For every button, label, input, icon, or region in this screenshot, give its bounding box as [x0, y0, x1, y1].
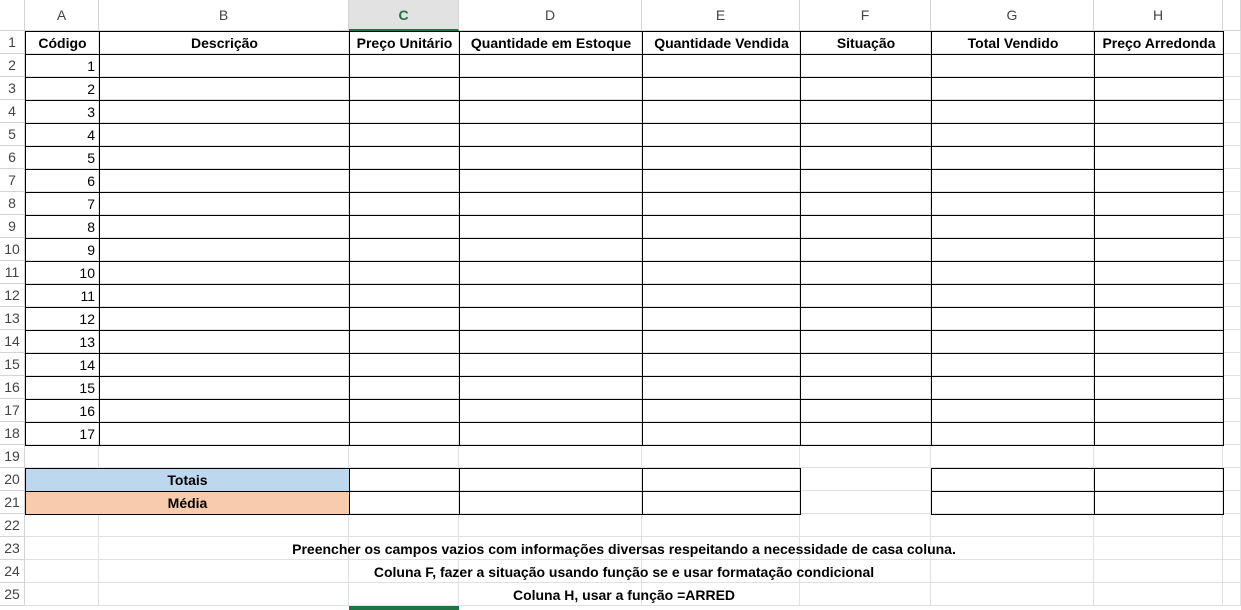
cell-i4[interactable]: [1223, 100, 1241, 123]
totais-label[interactable]: Totais: [25, 468, 350, 492]
data-cell-b14[interactable]: [99, 330, 350, 354]
data-cell-c12[interactable]: [349, 284, 460, 308]
data-cell-d13[interactable]: [459, 307, 643, 331]
data-cell-b8[interactable]: [99, 192, 350, 216]
cell-f22[interactable]: [800, 514, 931, 537]
data-cell-b7[interactable]: [99, 169, 350, 193]
data-cell-g10[interactable]: [931, 238, 1095, 262]
data-cell-e15[interactable]: [642, 353, 801, 377]
data-cell-a12[interactable]: 11: [25, 284, 100, 308]
cell-h22[interactable]: [1094, 514, 1223, 537]
data-cell-b18[interactable]: [99, 422, 350, 446]
data-cell-e7[interactable]: [642, 169, 801, 193]
data-cell-f3[interactable]: [800, 77, 932, 101]
summary-cell-e20[interactable]: [642, 468, 801, 492]
data-cell-h17[interactable]: [1094, 399, 1224, 423]
data-cell-a10[interactable]: 9: [25, 238, 100, 262]
column-header-b[interactable]: B: [99, 0, 349, 31]
data-cell-a17[interactable]: 16: [25, 399, 100, 423]
data-cell-h9[interactable]: [1094, 215, 1224, 239]
data-cell-a7[interactable]: 6: [25, 169, 100, 193]
cell-i7[interactable]: [1223, 169, 1241, 192]
cell-c19[interactable]: [349, 445, 459, 468]
data-cell-d4[interactable]: [459, 100, 643, 124]
cell-d22[interactable]: [459, 514, 642, 537]
cell-i21[interactable]: [1223, 491, 1241, 514]
data-cell-h4[interactable]: [1094, 100, 1224, 124]
data-cell-c18[interactable]: [349, 422, 460, 446]
row-header-17[interactable]: 17: [0, 399, 25, 422]
cell-b22[interactable]: [99, 514, 349, 537]
data-cell-d2[interactable]: [459, 54, 643, 78]
data-cell-f11[interactable]: [800, 261, 932, 285]
data-cell-h13[interactable]: [1094, 307, 1224, 331]
data-cell-a16[interactable]: 15: [25, 376, 100, 400]
data-cell-d5[interactable]: [459, 123, 643, 147]
data-cell-e4[interactable]: [642, 100, 801, 124]
data-cell-d11[interactable]: [459, 261, 643, 285]
row-header-21[interactable]: 21: [0, 491, 25, 514]
data-cell-b5[interactable]: [99, 123, 350, 147]
data-cell-a6[interactable]: 5: [25, 146, 100, 170]
data-cell-d6[interactable]: [459, 146, 643, 170]
data-cell-c4[interactable]: [349, 100, 460, 124]
data-cell-c13[interactable]: [349, 307, 460, 331]
row-header-16[interactable]: 16: [0, 376, 25, 399]
row-header-9[interactable]: 9: [0, 215, 25, 238]
media-label[interactable]: Média: [25, 491, 350, 515]
cell-i12[interactable]: [1223, 284, 1241, 307]
data-cell-c9[interactable]: [349, 215, 460, 239]
data-cell-b13[interactable]: [99, 307, 350, 331]
data-cell-f17[interactable]: [800, 399, 932, 423]
data-cell-e11[interactable]: [642, 261, 801, 285]
data-cell-b17[interactable]: [99, 399, 350, 423]
data-cell-e3[interactable]: [642, 77, 801, 101]
data-cell-e6[interactable]: [642, 146, 801, 170]
data-cell-c3[interactable]: [349, 77, 460, 101]
cell-i23[interactable]: [1223, 537, 1241, 560]
row-header-19[interactable]: 19: [0, 445, 25, 468]
header-preco-arredonda[interactable]: Preço Arredonda: [1094, 31, 1224, 55]
column-header-a[interactable]: A: [25, 0, 99, 31]
data-cell-a8[interactable]: 7: [25, 192, 100, 216]
column-header-f[interactable]: F: [800, 0, 931, 31]
cell-i2[interactable]: [1223, 54, 1241, 77]
row-header-18[interactable]: 18: [0, 422, 25, 445]
row-header-14[interactable]: 14: [0, 330, 25, 353]
row-header-24[interactable]: 24: [0, 560, 25, 583]
column-header-c[interactable]: C: [349, 0, 459, 31]
cell-d19[interactable]: [459, 445, 642, 468]
data-cell-f13[interactable]: [800, 307, 932, 331]
data-cell-e13[interactable]: [642, 307, 801, 331]
data-cell-g5[interactable]: [931, 123, 1095, 147]
cell-i13[interactable]: [1223, 307, 1241, 330]
cell-i6[interactable]: [1223, 146, 1241, 169]
cell-i3[interactable]: [1223, 77, 1241, 100]
data-cell-g11[interactable]: [931, 261, 1095, 285]
data-cell-g4[interactable]: [931, 100, 1095, 124]
data-cell-b10[interactable]: [99, 238, 350, 262]
data-cell-e18[interactable]: [642, 422, 801, 446]
data-cell-b6[interactable]: [99, 146, 350, 170]
cell-i17[interactable]: [1223, 399, 1241, 422]
column-header-h[interactable]: H: [1094, 0, 1223, 31]
data-cell-h14[interactable]: [1094, 330, 1224, 354]
data-cell-h6[interactable]: [1094, 146, 1224, 170]
cell-b19[interactable]: [99, 445, 349, 468]
data-cell-g13[interactable]: [931, 307, 1095, 331]
row-header-8[interactable]: 8: [0, 192, 25, 215]
cell-f20[interactable]: [800, 468, 931, 491]
data-cell-a14[interactable]: 13: [25, 330, 100, 354]
header-descricao[interactable]: Descrição: [99, 31, 350, 55]
data-cell-h2[interactable]: [1094, 54, 1224, 78]
data-cell-h16[interactable]: [1094, 376, 1224, 400]
data-cell-g12[interactable]: [931, 284, 1095, 308]
data-cell-f14[interactable]: [800, 330, 932, 354]
data-cell-e9[interactable]: [642, 215, 801, 239]
cell-i14[interactable]: [1223, 330, 1241, 353]
data-cell-d9[interactable]: [459, 215, 643, 239]
cell-h19[interactable]: [1094, 445, 1223, 468]
data-cell-f7[interactable]: [800, 169, 932, 193]
data-cell-d16[interactable]: [459, 376, 643, 400]
cell-i16[interactable]: [1223, 376, 1241, 399]
row-header-20[interactable]: 20: [0, 468, 25, 491]
cell-f21[interactable]: [800, 491, 931, 514]
header-codigo[interactable]: Código: [25, 31, 100, 55]
cell-i8[interactable]: [1223, 192, 1241, 215]
data-cell-a18[interactable]: 17: [25, 422, 100, 446]
row-header-13[interactable]: 13: [0, 307, 25, 330]
data-cell-b16[interactable]: [99, 376, 350, 400]
row-header-3[interactable]: 3: [0, 77, 25, 100]
cell-i9[interactable]: [1223, 215, 1241, 238]
data-cell-g18[interactable]: [931, 422, 1095, 446]
cell-a19[interactable]: [25, 445, 99, 468]
cell-i19[interactable]: [1223, 445, 1241, 468]
row-header-22[interactable]: 22: [0, 514, 25, 537]
data-cell-e16[interactable]: [642, 376, 801, 400]
data-cell-h7[interactable]: [1094, 169, 1224, 193]
data-cell-a5[interactable]: 4: [25, 123, 100, 147]
data-cell-c7[interactable]: [349, 169, 460, 193]
data-cell-h8[interactable]: [1094, 192, 1224, 216]
data-cell-b15[interactable]: [99, 353, 350, 377]
data-cell-d17[interactable]: [459, 399, 643, 423]
cell-i5[interactable]: [1223, 123, 1241, 146]
data-cell-c6[interactable]: [349, 146, 460, 170]
summary-cell-g21[interactable]: [931, 491, 1095, 515]
data-cell-c11[interactable]: [349, 261, 460, 285]
row-header-1[interactable]: 1: [0, 31, 25, 54]
summary-cell-h21[interactable]: [1094, 491, 1224, 515]
row-header-25[interactable]: 25: [0, 583, 25, 606]
row-header-2[interactable]: 2: [0, 54, 25, 77]
header-situacao[interactable]: Situação: [800, 31, 932, 55]
data-cell-e14[interactable]: [642, 330, 801, 354]
data-cell-f16[interactable]: [800, 376, 932, 400]
data-cell-d18[interactable]: [459, 422, 643, 446]
data-cell-d7[interactable]: [459, 169, 643, 193]
data-cell-h3[interactable]: [1094, 77, 1224, 101]
data-cell-g8[interactable]: [931, 192, 1095, 216]
data-cell-g2[interactable]: [931, 54, 1095, 78]
data-cell-h11[interactable]: [1094, 261, 1224, 285]
data-cell-h15[interactable]: [1094, 353, 1224, 377]
data-cell-a15[interactable]: 14: [25, 353, 100, 377]
cell-g19[interactable]: [931, 445, 1094, 468]
cell-a22[interactable]: [25, 514, 99, 537]
cell-i24[interactable]: [1223, 560, 1241, 583]
data-cell-f2[interactable]: [800, 54, 932, 78]
row-header-11[interactable]: 11: [0, 261, 25, 284]
instruction-line-2: Coluna F, fazer a situação usando função se e usar formatação condicional: [373, 563, 875, 580]
data-cell-d3[interactable]: [459, 77, 643, 101]
data-cell-c5[interactable]: [349, 123, 460, 147]
data-cell-c2[interactable]: [349, 54, 460, 78]
cell-i25[interactable]: [1223, 583, 1241, 606]
data-cell-h10[interactable]: [1094, 238, 1224, 262]
data-cell-d10[interactable]: [459, 238, 643, 262]
data-cell-e2[interactable]: [642, 54, 801, 78]
data-cell-g3[interactable]: [931, 77, 1095, 101]
data-cell-f9[interactable]: [800, 215, 932, 239]
data-cell-a4[interactable]: 3: [25, 100, 100, 124]
cell-i20[interactable]: [1223, 468, 1241, 491]
header-preco-unitario[interactable]: Preço Unitário: [349, 31, 460, 55]
data-cell-d14[interactable]: [459, 330, 643, 354]
active-cell-indicator: [349, 606, 459, 610]
data-cell-b4[interactable]: [99, 100, 350, 124]
cell-i18[interactable]: [1223, 422, 1241, 445]
cell-c22[interactable]: [349, 514, 459, 537]
instruction-line-1: Preencher os campos vazios com informações diversas respeitando a necessidade de casa coluna.: [292, 540, 956, 557]
data-cell-e10[interactable]: [642, 238, 801, 262]
summary-cell-g20[interactable]: [931, 468, 1095, 492]
cell-i1[interactable]: [1223, 31, 1241, 54]
row-header-7[interactable]: 7: [0, 169, 25, 192]
row-header-5[interactable]: 5: [0, 123, 25, 146]
cell-e19[interactable]: [642, 445, 800, 468]
data-cell-f15[interactable]: [800, 353, 932, 377]
row-header-23[interactable]: 23: [0, 537, 25, 560]
data-cell-f6[interactable]: [800, 146, 932, 170]
column-header-g[interactable]: G: [931, 0, 1094, 31]
column-header-d[interactable]: D: [459, 0, 642, 31]
data-cell-a3[interactable]: 2: [25, 77, 100, 101]
data-cell-f4[interactable]: [800, 100, 932, 124]
summary-cell-c21[interactable]: [349, 491, 460, 515]
column-header-next[interactable]: [1223, 0, 1241, 31]
data-cell-g16[interactable]: [931, 376, 1095, 400]
row-header-10[interactable]: 10: [0, 238, 25, 261]
data-cell-h12[interactable]: [1094, 284, 1224, 308]
data-cell-d15[interactable]: [459, 353, 643, 377]
data-cell-h18[interactable]: [1094, 422, 1224, 446]
cell-f19[interactable]: [800, 445, 931, 468]
data-cell-g9[interactable]: [931, 215, 1095, 239]
data-cell-g17[interactable]: [931, 399, 1095, 423]
cell-g22[interactable]: [931, 514, 1094, 537]
data-cell-b9[interactable]: [99, 215, 350, 239]
column-header-e[interactable]: E: [642, 0, 800, 31]
data-cell-c10[interactable]: [349, 238, 460, 262]
select-all-corner[interactable]: [0, 0, 25, 31]
data-cell-f12[interactable]: [800, 284, 932, 308]
data-cell-e12[interactable]: [642, 284, 801, 308]
header-total-vendido[interactable]: Total Vendido: [931, 31, 1095, 55]
data-cell-f18[interactable]: [800, 422, 932, 446]
data-cell-g7[interactable]: [931, 169, 1095, 193]
data-cell-b3[interactable]: [99, 77, 350, 101]
data-cell-c15[interactable]: [349, 353, 460, 377]
summary-cell-e21[interactable]: [642, 491, 801, 515]
data-cell-f10[interactable]: [800, 238, 932, 262]
data-cell-e5[interactable]: [642, 123, 801, 147]
data-cell-b2[interactable]: [99, 54, 350, 78]
summary-cell-h20[interactable]: [1094, 468, 1224, 492]
row-header-4[interactable]: 4: [0, 100, 25, 123]
row-header-6[interactable]: 6: [0, 146, 25, 169]
data-cell-b11[interactable]: [99, 261, 350, 285]
data-cell-a9[interactable]: 8: [25, 215, 100, 239]
summary-cell-d21[interactable]: [459, 491, 643, 515]
data-cell-h5[interactable]: [1094, 123, 1224, 147]
data-cell-a2[interactable]: 1: [25, 54, 100, 78]
row-header-15[interactable]: 15: [0, 353, 25, 376]
data-cell-e8[interactable]: [642, 192, 801, 216]
instruction-line-3: Coluna H, usar a função =ARRED: [512, 586, 736, 603]
data-cell-g6[interactable]: [931, 146, 1095, 170]
cell-e22[interactable]: [642, 514, 800, 537]
summary-cell-c20[interactable]: [349, 468, 460, 492]
data-cell-d8[interactable]: [459, 192, 643, 216]
data-cell-e17[interactable]: [642, 399, 801, 423]
data-cell-c8[interactable]: [349, 192, 460, 216]
cell-i22[interactable]: [1223, 514, 1241, 537]
data-cell-d12[interactable]: [459, 284, 643, 308]
data-cell-a13[interactable]: 12: [25, 307, 100, 331]
cell-i15[interactable]: [1223, 353, 1241, 376]
header-quantidade-vendida[interactable]: Quantidade Vendida: [642, 31, 801, 55]
data-cell-a11[interactable]: 10: [25, 261, 100, 285]
cell-i11[interactable]: [1223, 261, 1241, 284]
data-cell-g14[interactable]: [931, 330, 1095, 354]
header-quantidade-estoque[interactable]: Quantidade em Estoque: [459, 31, 643, 55]
data-cell-g15[interactable]: [931, 353, 1095, 377]
data-cell-c14[interactable]: [349, 330, 460, 354]
data-cell-f8[interactable]: [800, 192, 932, 216]
data-cell-f5[interactable]: [800, 123, 932, 147]
data-cell-c17[interactable]: [349, 399, 460, 423]
data-cell-c16[interactable]: [349, 376, 460, 400]
data-cell-b12[interactable]: [99, 284, 350, 308]
row-header-12[interactable]: 12: [0, 284, 25, 307]
summary-cell-d20[interactable]: [459, 468, 643, 492]
cell-i10[interactable]: [1223, 238, 1241, 261]
